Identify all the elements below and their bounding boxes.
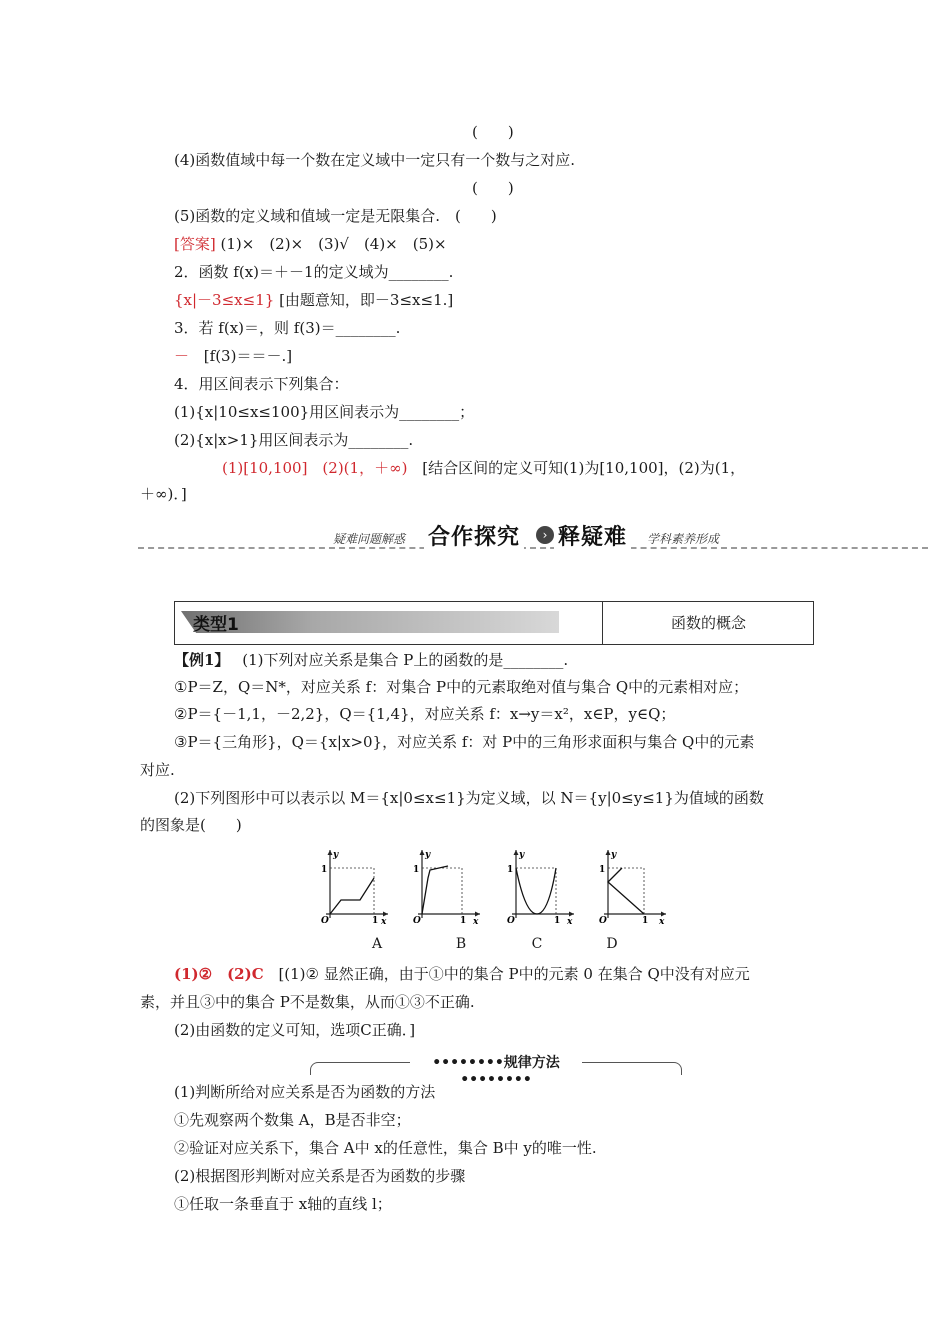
example-stem-line [174,650,568,670]
type-header-box [174,601,814,645]
graph-a-origin: O [321,916,329,926]
method-line-2: ①先观察两个数集 A，B是否非空； [174,1111,411,1129]
example-option-2: ②P＝{－1,1，－2,2}，Q＝{1,4}，对应关系 f：x→y＝x²，x∈P，y∈Q； [174,705,676,723]
method-line-1: (1)判断所给对应关系是否为函数的方法 [174,1083,436,1101]
graph-d-curve [608,868,644,914]
question-4-explain-cont: ＋∞)．] [140,485,187,503]
banner-dashed-rule [138,547,928,549]
type-tag: 类型1 [193,615,239,635]
question-4-answer-line [222,458,745,478]
example-option-3: ③P＝{三角形}，Q＝{x|x>0}，对应关系 f：对 P中的三角形求面积与集合 Q中的元素 [174,733,755,751]
graph-a-x-one: 1 [372,916,379,926]
graph-b-y-one: 1 [413,865,420,875]
method-title: ••••••••规律方法•••••••• [410,1052,582,1088]
graph-b-origin: O [413,916,421,926]
graph-c-y-arrow [514,850,519,855]
method-line-4: (2)根据图形判断对应关系是否为函数的步骤 [174,1167,466,1185]
graph-label-b: B [455,936,467,952]
graph-c-origin: O [507,916,515,926]
example-explain-2: 素，并且③中的集合 P不是数集，从而①③不正确. [140,993,475,1011]
banner-arrow-icon: › [536,526,554,544]
graph-b-x-label: x [473,917,479,926]
graph-d-x-one: 1 [642,916,649,926]
example-explain-3: (2)由函数的定义可知，选项C正确．] [174,1021,416,1039]
section-banner [138,520,928,556]
example-answer-line-1 [174,964,750,984]
graph-c [500,848,576,926]
banner-main-title-b: 释疑难 [554,520,631,551]
graph-c-x-label: x [567,917,573,926]
graph-c-y-label: y [519,850,525,860]
graph-c-x-arrow [569,912,574,917]
question-4: 4．用区间表示下列集合： [174,375,349,393]
example-label: 【例1】 [174,651,230,669]
graph-d-y-arrow [606,850,611,855]
graph-a-curve [330,878,374,914]
banner-right-caption: 学科素养形成 [644,530,722,547]
question-3-answer: － [174,347,190,365]
question-3: 3．若 f(x)＝，则 f(3)＝________. [174,319,401,337]
graph-a-y-one: 1 [321,865,328,875]
graph-b-y-label: y [425,850,431,860]
question-4-explain: [结合区间的定义可知(1)为[10,100]，(2)为(1， [422,459,746,477]
graph-a-x-arrow [383,912,388,917]
example-answer: (1)② (2)C [174,965,264,983]
banner-main-title-a: 合作探究 [424,520,524,551]
graph-b-x-arrow [475,912,480,917]
question-2-answer-line [174,290,453,310]
graph-c-y-one: 1 [507,865,514,875]
graph-label-c: C [531,936,543,952]
method-line-3: ②验证对应关系下，集合 A中 x的任意性，集合 B中 y的唯一性. [174,1139,597,1157]
answer-label: [答案] [174,235,216,253]
graph-c-x-one: 1 [554,916,561,926]
question-4-answer: (1)[10,100] (2)(1，＋∞) [222,459,408,477]
graph-d [592,848,668,926]
example-part-2: (2)下列图形中可以表示以 M＝{x|0≤x≤1}为定义域，以 N＝{y|0≤y≤1}为值域的函数 [174,789,764,807]
question-4-part-2: (2){x|x>1}用区间表示为________. [174,431,414,449]
paren-blank-1: ( ) [472,123,514,141]
graph-a-y-label: y [333,850,339,860]
graph-b [406,848,482,926]
type-title: 函数的概念 [670,614,746,632]
question-4-part-1: (1){x|10≤x≤100}用区间表示为________； [174,403,475,421]
graph-d-x-arrow [661,912,666,917]
type-tag-cell [175,602,603,644]
question-2-answer: {x|－3≤x≤1} [174,291,275,309]
graph-a-x-label: x [381,917,387,926]
question-3-explain: [f(3)＝＝－.] [203,347,293,365]
method-line-5: ①任取一条垂直于 x轴的直线 l； [174,1195,392,1213]
example-stem: (1)下列对应关系是集合 P上的函数的是________. [242,651,569,669]
item-5: (5)函数的定义域和值域一定是无限集合. ( ) [174,207,497,225]
graph-d-x-label: x [659,917,665,926]
example-part-2-cont: 的图象是( ) [140,816,242,834]
answer-text: (1)× (2)× (3)√ (4)× (5)× [220,235,447,253]
graph-b-y-arrow [420,850,425,855]
graph-d-origin: O [599,916,607,926]
graph-a [314,848,390,926]
question-2: 2．函数 f(x)＝＋－1的定义域为________. [174,263,454,281]
question-3-answer-line [174,346,292,366]
banner-left-caption: 疑难问题解惑 [330,530,408,547]
graph-b-curve [422,866,448,914]
graph-label-a: A [371,936,383,952]
graph-b-x-one: 1 [460,916,467,926]
graph-d-y-one: 1 [599,865,606,875]
example-explain-1: [(1)② 显然正确，由于①中的集合 P中的元素 0 在集合 Q中没有对应元 [278,965,750,983]
example-option-3-cont: 对应. [140,761,175,779]
item-4: (4)函数值域中每一个数在定义域中一定只有一个数与之对应. [174,151,576,169]
graph-label-d: D [606,936,618,952]
method-header [310,1052,682,1088]
graph-d-y-label: y [611,850,617,860]
graph-c-curve [516,868,556,914]
paren-blank-2: ( ) [472,179,514,197]
example-option-1: ①P＝Z，Q＝N*，对应关系 f：对集合 P中的元素取绝对值与集合 Q中的元素相对应； [174,678,749,696]
answer-line [174,234,447,254]
graph-a-y-arrow [328,850,333,855]
question-2-explain: [由题意知，即－3≤x≤1.] [279,291,454,309]
